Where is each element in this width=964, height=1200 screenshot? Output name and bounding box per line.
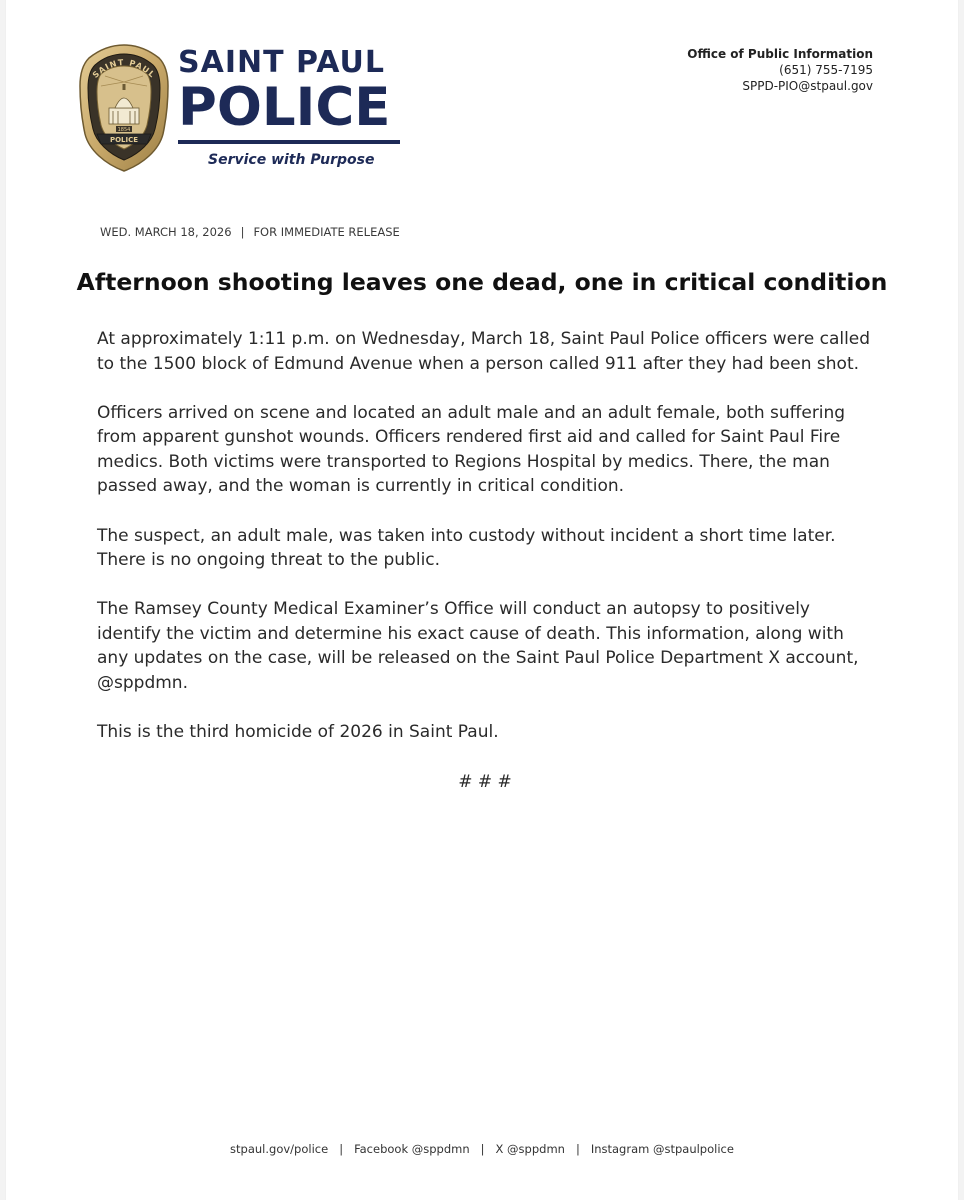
contact-email[interactable]: SPPD-PIO@stpaul.gov [742, 79, 873, 93]
footer-facebook-link[interactable]: Facebook @sppdmn [354, 1142, 470, 1156]
brand-tagline: Service with Purpose [208, 152, 375, 168]
brand-line1: SAINT PAUL [178, 45, 386, 80]
contact-phone[interactable]: (651) 755-7195 [779, 63, 873, 77]
badge-year-text: 1854 [117, 127, 131, 133]
contact-block [687, 46, 873, 94]
headline: Afternoon shooting leaves one dead, one in critical condition [76, 268, 888, 296]
footer-separator: | [575, 1142, 580, 1156]
footer-x-link[interactable]: X @sppdmn [495, 1142, 565, 1156]
footer-separator: | [480, 1142, 485, 1156]
release-date: WED. MARCH 18, 2026 [100, 225, 232, 239]
paragraph-4: The Ramsey County Medical Examiner’s Office will conduct an autopsy to positively identify the victim and determine his exact cause of death. This information, along with any updates on the case, will be released on the Saint Paul Police Department X account, @sppdmn. [97, 599, 859, 694]
footer [0, 1142, 964, 1156]
footer-website-link[interactable]: stpaul.gov/police [230, 1142, 329, 1156]
paragraph-1: At approximately 1:11 p.m. on Wednesday, March 18, Saint Paul Police officers were called to the 1500 block of Edmund Avenue when a person called 911 after they had been shot. [97, 329, 871, 374]
paragraph-5: This is the third homicide of 2026 in Saint Paul. [97, 722, 499, 743]
contact-office: Office of Public Information [687, 47, 873, 61]
release-type: FOR IMMEDIATE RELEASE [253, 225, 400, 239]
paragraph-2: Officers arrived on scene and located an adult male and an adult female, both suffering from apparent gunshot wounds. Officers rendered first aid and called for Saint Paul Fire medics. Both victims were transported to Regions Hospital by medics. There, the man passed away, and the woman is currently in critical condition. [97, 402, 846, 497]
brand-wordmark [178, 45, 408, 168]
brand-rule [178, 140, 400, 144]
badge-bottom-text: POLICE [109, 136, 139, 144]
paragraph-3: The suspect, an adult male, was taken into custody without incident a short time later. There is no ongoing threat to the public. [97, 525, 836, 571]
article-body [97, 327, 872, 769]
dateline-separator: | [240, 225, 245, 239]
footer-separator: | [339, 1142, 344, 1156]
brand-line2: POLICE [178, 77, 391, 138]
badge-top-text: SAINT PAUL [90, 57, 158, 80]
page-frame-right [958, 0, 964, 1200]
footer-instagram-link[interactable]: Instagram @stpaulpolice [590, 1142, 734, 1156]
end-mark: # # # [458, 772, 512, 792]
dateline [100, 225, 400, 239]
police-badge-logo [77, 42, 171, 174]
